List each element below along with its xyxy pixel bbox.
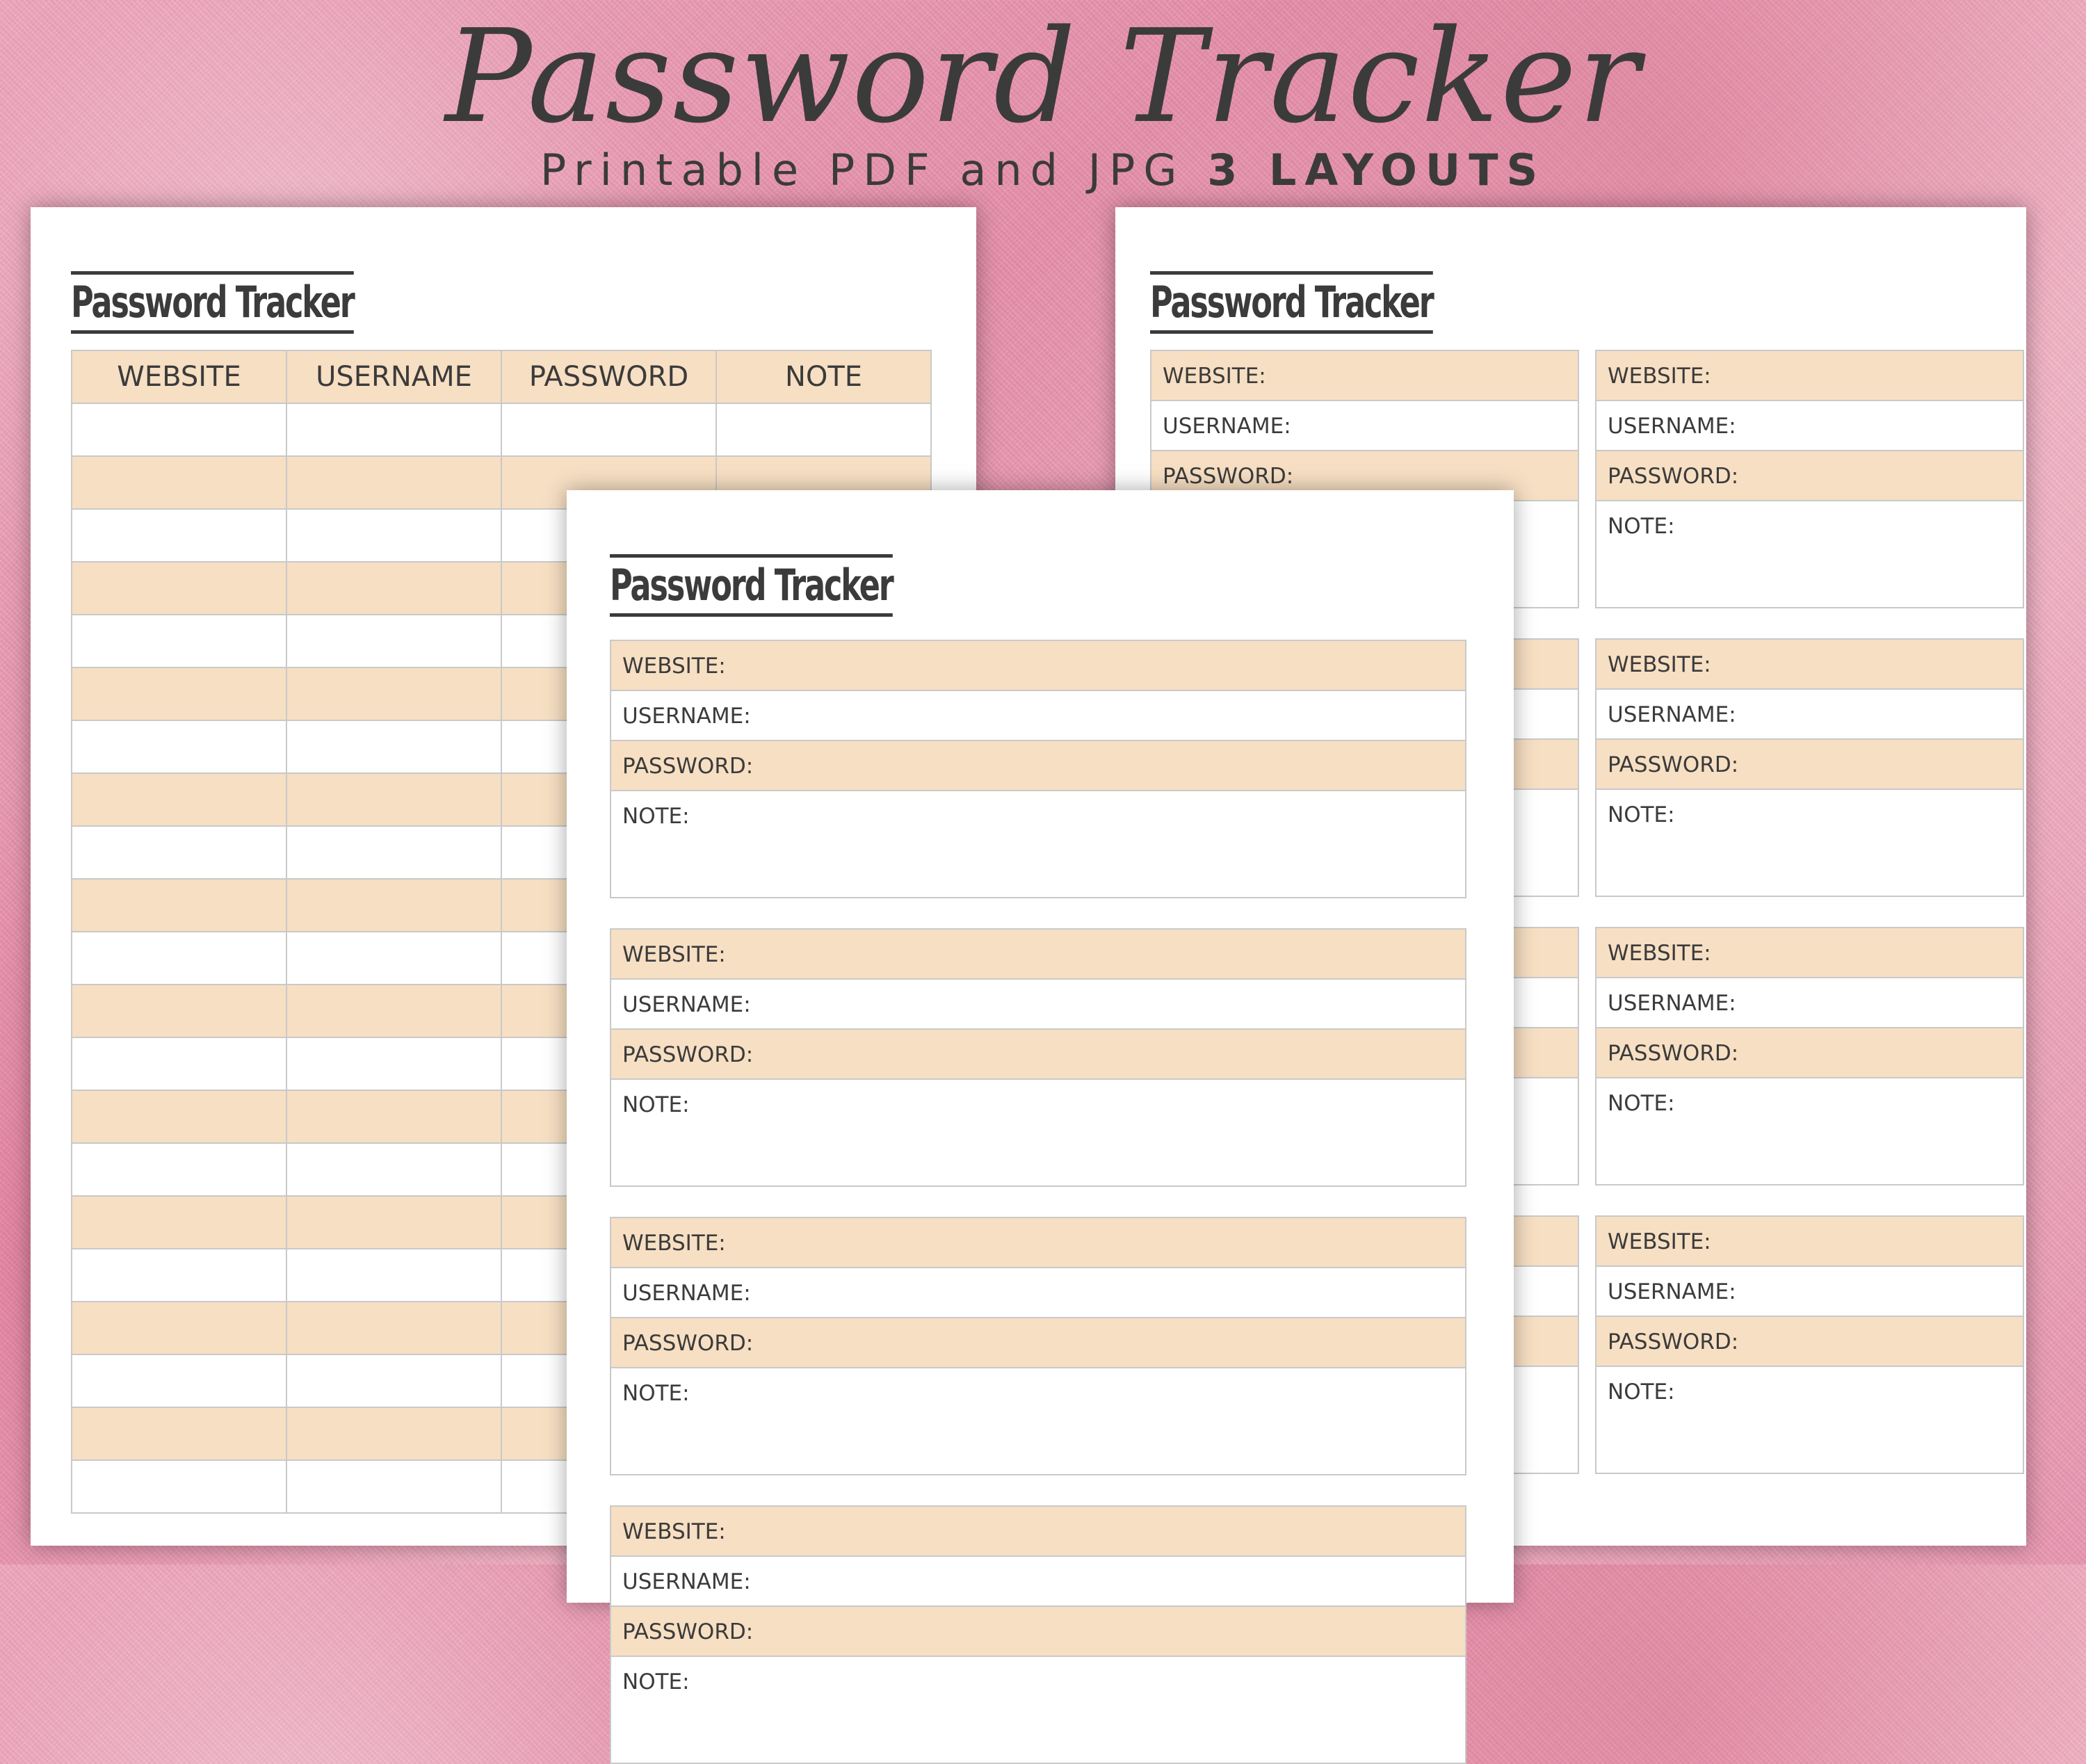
table-cell[interactable] — [72, 1037, 286, 1090]
table-cell[interactable] — [286, 1249, 501, 1302]
username-field-label: USERNAME: — [622, 992, 751, 1017]
username-field[interactable] — [1596, 1267, 2023, 1317]
password-entry-card — [610, 928, 1466, 1187]
table-cell[interactable] — [286, 1090, 501, 1143]
table-cell[interactable] — [72, 1302, 286, 1354]
website-field[interactable] — [1596, 351, 2023, 401]
table-cell[interactable] — [286, 562, 501, 615]
column-header: NOTE — [716, 350, 931, 403]
note-field-label: NOTE: — [1608, 1091, 1675, 1116]
table-cell[interactable] — [72, 456, 286, 509]
note-field[interactable] — [1596, 1367, 2023, 1417]
note-field[interactable] — [1596, 1078, 2023, 1128]
website-field[interactable] — [611, 1218, 1465, 1268]
table-cell[interactable] — [72, 773, 286, 826]
table-cell[interactable] — [286, 615, 501, 667]
table-cell[interactable] — [286, 720, 501, 773]
password-entry-card — [610, 1217, 1466, 1475]
table-cell[interactable] — [286, 1354, 501, 1407]
password-field-label: PASSWORD: — [1608, 464, 1739, 489]
website-field[interactable] — [611, 1507, 1465, 1557]
table-cell[interactable] — [72, 985, 286, 1037]
page-single-column-layout — [567, 490, 1514, 1694]
password-field[interactable] — [1596, 451, 2023, 501]
website-field-label: WEBSITE: — [1608, 364, 1711, 389]
website-field[interactable] — [1596, 928, 2023, 978]
table-cell[interactable] — [72, 932, 286, 985]
password-field[interactable] — [611, 1318, 1465, 1368]
password-entry-card — [1595, 1215, 2024, 1474]
table-cell[interactable] — [286, 1143, 501, 1196]
note-field[interactable] — [1596, 790, 2023, 840]
password-field[interactable] — [1596, 1028, 2023, 1078]
table-cell[interactable] — [501, 403, 716, 456]
username-field-label: USERNAME: — [1608, 414, 1736, 439]
website-field[interactable] — [611, 930, 1465, 980]
password-entry-card — [610, 640, 1466, 898]
table-cell[interactable] — [72, 879, 286, 932]
username-field[interactable] — [1596, 690, 2023, 740]
password-entry-card — [1595, 927, 2024, 1186]
password-field-label: PASSWORD: — [1163, 464, 1294, 489]
password-field[interactable] — [611, 1030, 1465, 1080]
table-cell[interactable] — [72, 1143, 286, 1196]
note-field-label: NOTE: — [1608, 514, 1675, 539]
username-field[interactable] — [611, 691, 1465, 741]
note-field[interactable] — [611, 791, 1465, 841]
username-field-label: USERNAME: — [1608, 702, 1736, 727]
page-title: Password Tracker — [71, 271, 354, 334]
table-cell[interactable] — [286, 667, 501, 720]
table-cell[interactable] — [72, 1407, 286, 1460]
page-title: Password Tracker — [610, 554, 893, 617]
password-field-label: PASSWORD: — [1608, 752, 1739, 777]
table-row — [72, 403, 931, 456]
website-field-label: WEBSITE: — [622, 654, 726, 679]
subtitle — [0, 139, 2086, 202]
note-field-label: NOTE: — [622, 804, 690, 829]
table-cell[interactable] — [286, 985, 501, 1037]
password-field-label: PASSWORD: — [622, 1042, 754, 1067]
column-header: PASSWORD — [501, 350, 716, 403]
username-field-label: USERNAME: — [622, 1569, 751, 1594]
password-field[interactable] — [611, 741, 1465, 791]
website-field-label: WEBSITE: — [1608, 941, 1711, 966]
username-field[interactable] — [1151, 401, 1578, 451]
password-field[interactable] — [1596, 1317, 2023, 1367]
website-field-label: WEBSITE: — [622, 1519, 726, 1544]
username-field-label: USERNAME: — [622, 1281, 751, 1306]
username-field-label: USERNAME: — [622, 704, 751, 729]
column-header: USERNAME — [286, 350, 501, 403]
password-entry-card — [610, 1505, 1466, 1764]
password-field-label: PASSWORD: — [1608, 1041, 1739, 1066]
password-field-label: PASSWORD: — [622, 1619, 754, 1644]
note-field[interactable] — [611, 1657, 1465, 1707]
table-cell[interactable] — [286, 1037, 501, 1090]
table-cell[interactable] — [716, 403, 931, 456]
website-field-label: WEBSITE: — [1608, 652, 1711, 677]
table-cell[interactable] — [72, 720, 286, 773]
username-field-label: USERNAME: — [1163, 414, 1291, 439]
table-cell[interactable] — [286, 509, 501, 562]
website-field[interactable] — [1151, 351, 1578, 401]
note-field[interactable] — [611, 1368, 1465, 1418]
username-field[interactable] — [1596, 401, 2023, 451]
table-cell[interactable] — [286, 403, 501, 456]
note-field-label: NOTE: — [622, 1092, 690, 1117]
table-cell[interactable] — [286, 1460, 501, 1513]
table-cell[interactable] — [72, 1249, 286, 1302]
table-cell[interactable] — [72, 615, 286, 667]
note-field-label: NOTE: — [1608, 802, 1675, 827]
column-header: WEBSITE — [72, 350, 286, 403]
note-field-label: NOTE: — [1608, 1379, 1675, 1405]
note-field[interactable] — [1596, 501, 2023, 551]
note-field[interactable] — [611, 1080, 1465, 1130]
subtitle-layouts: 3 LAYOUTS — [1207, 145, 1546, 195]
table-cell[interactable] — [286, 826, 501, 879]
note-field-label: NOTE: — [622, 1381, 690, 1406]
table-header-row — [72, 350, 931, 403]
password-field-label: PASSWORD: — [622, 754, 754, 779]
table-cell[interactable] — [72, 509, 286, 562]
password-field-label: PASSWORD: — [622, 1331, 754, 1356]
table-cell[interactable] — [72, 1196, 286, 1249]
table-cell[interactable] — [286, 773, 501, 826]
table-cell[interactable] — [72, 1460, 286, 1513]
table-cell[interactable] — [72, 1354, 286, 1407]
table-cell[interactable] — [286, 1196, 501, 1249]
password-entry-card — [1595, 638, 2024, 897]
table-cell[interactable] — [286, 932, 501, 985]
username-field-label: USERNAME: — [1608, 991, 1736, 1016]
table-cell[interactable] — [286, 1407, 501, 1460]
website-field[interactable] — [611, 641, 1465, 691]
table-cell[interactable] — [72, 562, 286, 615]
password-field-label: PASSWORD: — [1608, 1329, 1739, 1354]
password-entry-card — [1595, 350, 2024, 608]
table-cell[interactable] — [286, 456, 501, 509]
table-cell[interactable] — [72, 826, 286, 879]
password-field[interactable] — [1596, 740, 2023, 790]
username-field[interactable] — [1596, 978, 2023, 1028]
note-field-label: NOTE: — [622, 1669, 690, 1694]
subtitle-formats: Printable PDF and JPG — [540, 145, 1186, 195]
website-field[interactable] — [1596, 640, 2023, 690]
page-title: Password Tracker — [1150, 271, 1433, 334]
username-field[interactable] — [611, 1268, 1465, 1318]
username-field-label: USERNAME: — [1608, 1279, 1736, 1304]
website-field-label: WEBSITE: — [1163, 364, 1266, 389]
password-field[interactable] — [611, 1607, 1465, 1657]
website-field-label: WEBSITE: — [1608, 1229, 1711, 1254]
username-field[interactable] — [611, 980, 1465, 1030]
table-cell[interactable] — [72, 667, 286, 720]
main-title: Password Tracker — [445, 1, 1641, 152]
website-field[interactable] — [1596, 1217, 2023, 1267]
table-cell[interactable] — [72, 403, 286, 456]
table-cell[interactable] — [286, 879, 501, 932]
website-field-label: WEBSITE: — [622, 942, 726, 967]
table-cell[interactable] — [72, 1090, 286, 1143]
table-cell[interactable] — [286, 1302, 501, 1354]
website-field-label: WEBSITE: — [622, 1231, 726, 1256]
